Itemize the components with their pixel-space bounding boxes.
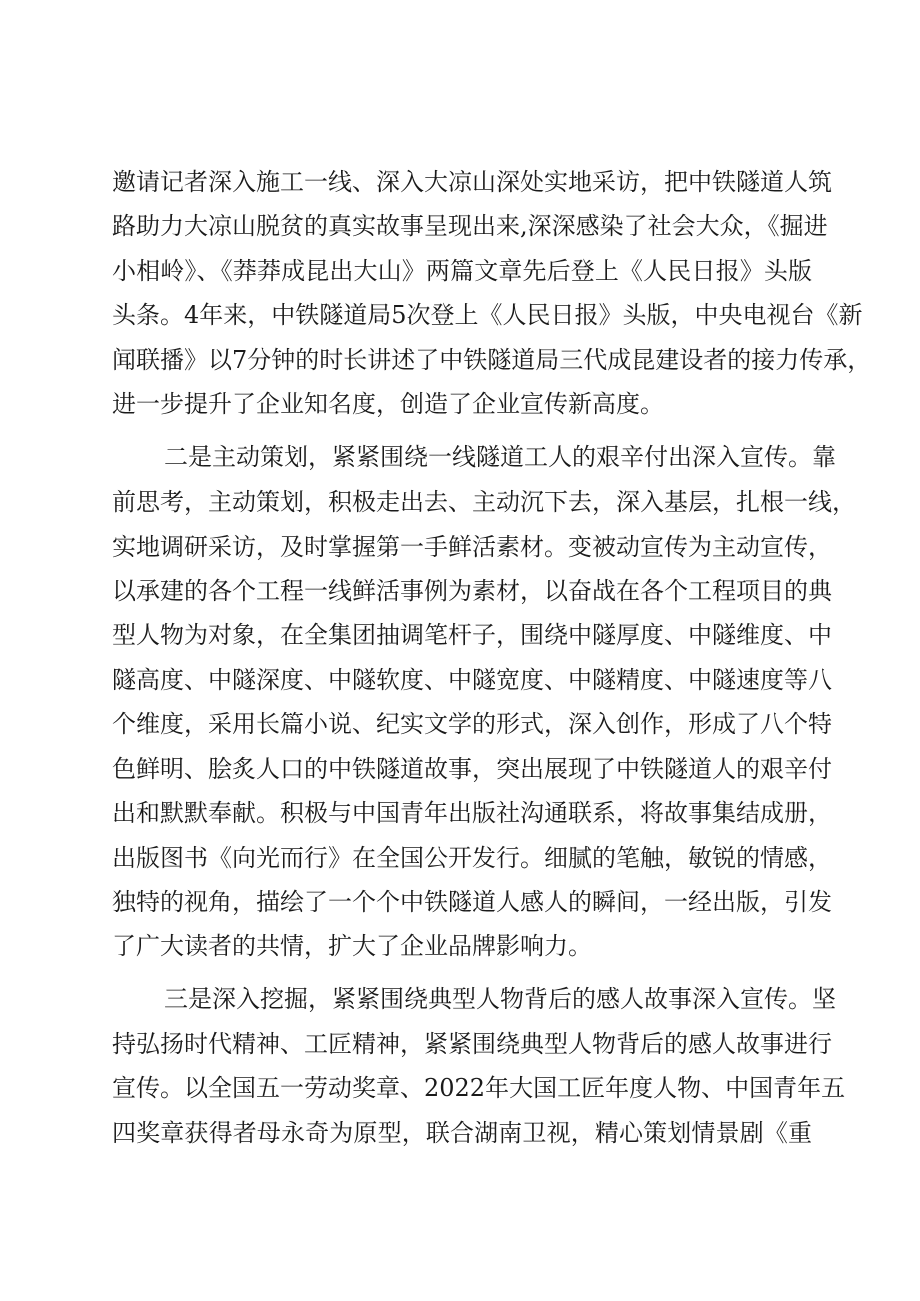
text-line: 出版图书《向光而行》在全国公开发行。细腻的笔触，敏锐的情感， <box>112 844 832 872</box>
paragraph-first-line: 三是深入挖掘，紧紧围绕典型人物背后的感人故事深入宣传。坚 <box>164 985 836 1013</box>
text-line: 四奖章获得者母永奇为原型，联合湖南卫视，精心策划情景剧《重 <box>112 1119 812 1147</box>
text-line: 了广大读者的共情，扩大了企业品牌影响力。 <box>112 932 592 960</box>
text-line: 前思考，主动策划，积极走出去、主动沉下去，深入基层，扎根一线， <box>112 488 856 516</box>
text-line: 型人物为对象，在全集团抽调笔杆子，围绕中隧厚度、中隧维度、中 <box>112 621 832 649</box>
text-line: 实地调研采访，及时掌握第一手鲜活素材。变被动宣传为主动宣传， <box>112 533 832 561</box>
text-line: 以承建的各个工程一线鲜活事例为素材，以奋战在各个工程项目的典 <box>112 577 832 605</box>
text-line: 个维度，采用长篇小说、纪实文学的形式，深入创作，形成了八个特 <box>112 710 832 738</box>
text-line: 闻联播》以7分钟的时长讲述了中铁隧道局三代成昆建设者的接力传承， <box>112 346 872 374</box>
text-line: 邀请记者深入施工一线、深入大凉山深处实地采访，把中铁隧道人筑 <box>112 168 832 196</box>
text-line: 宣传。以全国五一劳动奖章、2022年大国工匠年度人物、中国青年五 <box>112 1074 846 1102</box>
text-line: 头条。4年来，中铁隧道局5次登上《人民日报》头版，中央电视台《新 <box>112 301 863 329</box>
paragraph-first-line: 二是主动策划，紧紧围绕一线隧道工人的艰辛付出深入宣传。靠 <box>164 443 836 471</box>
text-line: 进一步提升了企业知名度，创造了企业宣传新高度。 <box>112 390 664 418</box>
text-line: 独特的视角，描绘了一个个中铁隧道人感人的瞬间，一经出版，引发 <box>112 888 832 916</box>
text-line: 隧高度、中隧深度、中隧软度、中隧宽度、中隧精度、中隧速度等八 <box>112 666 832 694</box>
text-line: 小相岭》、《莽莽成昆出大山》两篇文章先后登上《人民日报》头版 <box>112 257 812 285</box>
text-line: 持弘扬时代精神、工匠精神，紧紧围绕典型人物背后的感人故事进行 <box>112 1030 832 1058</box>
text-line: 色鲜明、脍炙人口的中铁隧道故事，突出展现了中铁隧道人的艰辛付 <box>112 755 832 783</box>
text-line: 出和默默奉献。积极与中国青年出版社沟通联系，将故事集结成册， <box>112 799 832 827</box>
text-line: 路助力大凉山脱贫的真实故事呈现出来,深深感染了社会大众，《掘进 <box>112 212 828 240</box>
